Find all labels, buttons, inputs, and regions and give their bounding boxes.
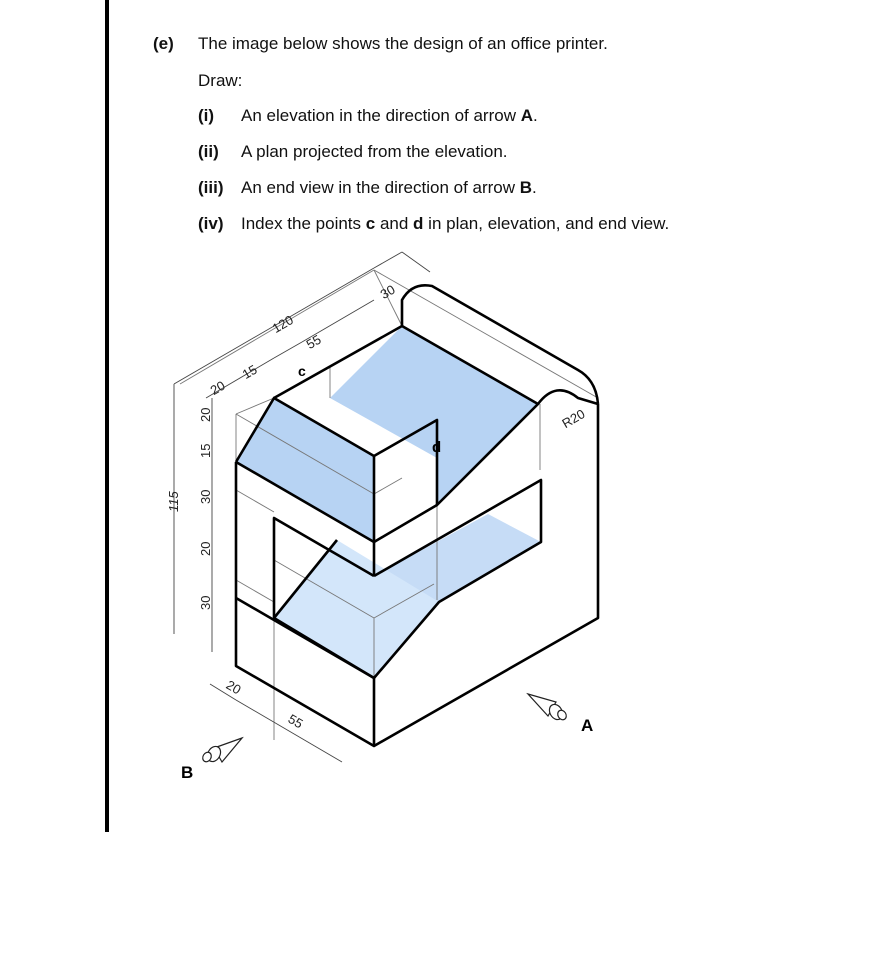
dim-h-15: 15 [198,443,213,458]
task-number: (ii) [198,142,219,161]
view-arrow-b-icon [201,738,242,764]
dim-h-30a: 30 [198,489,213,504]
task-number: (iv) [198,214,224,233]
task-number: (iii) [198,178,224,197]
draw-instruction: Draw: [198,71,243,90]
point-c-label: c [298,363,306,379]
task-item-iv: (iv) Index the points c and d in plan, elevation, and end view. [198,214,670,233]
dim-bottom-20: 20 [223,677,244,698]
task-item-iii: (iii) An end view in the direction of arrow B. [198,178,537,197]
dim-h-20a: 20 [198,407,213,422]
dim-h-20b: 20 [198,541,213,556]
dim-height-total: 115 [166,491,181,512]
arrow-a-label: A [581,716,594,735]
view-arrow-a-icon [528,694,568,722]
point-d-label: d [432,439,442,456]
arrow-b-label: B [181,763,194,782]
task-number: (i) [198,106,215,125]
dim-top-depth: 30 [377,281,398,302]
dim-left-15: 15 [239,361,260,382]
dim-top-offset: 55 [303,331,324,352]
question-intro: The image below shows the design of an office printer. [198,34,608,53]
dim-h-30b: 30 [198,595,213,610]
front-slope-face [236,398,374,542]
task-item-ii: (ii) A plan projected from the elevation. [198,142,508,161]
dim-radius: R20 [559,406,588,432]
task-item-i: (i) An elevation in the direction of arrow A. [198,106,538,125]
dimension-lines [174,252,430,762]
dim-left-20: 20 [207,377,228,398]
dim-overall-length: 120 [269,312,296,336]
question-part-label: (e) [153,34,174,53]
dim-bottom-55: 55 [285,711,306,732]
